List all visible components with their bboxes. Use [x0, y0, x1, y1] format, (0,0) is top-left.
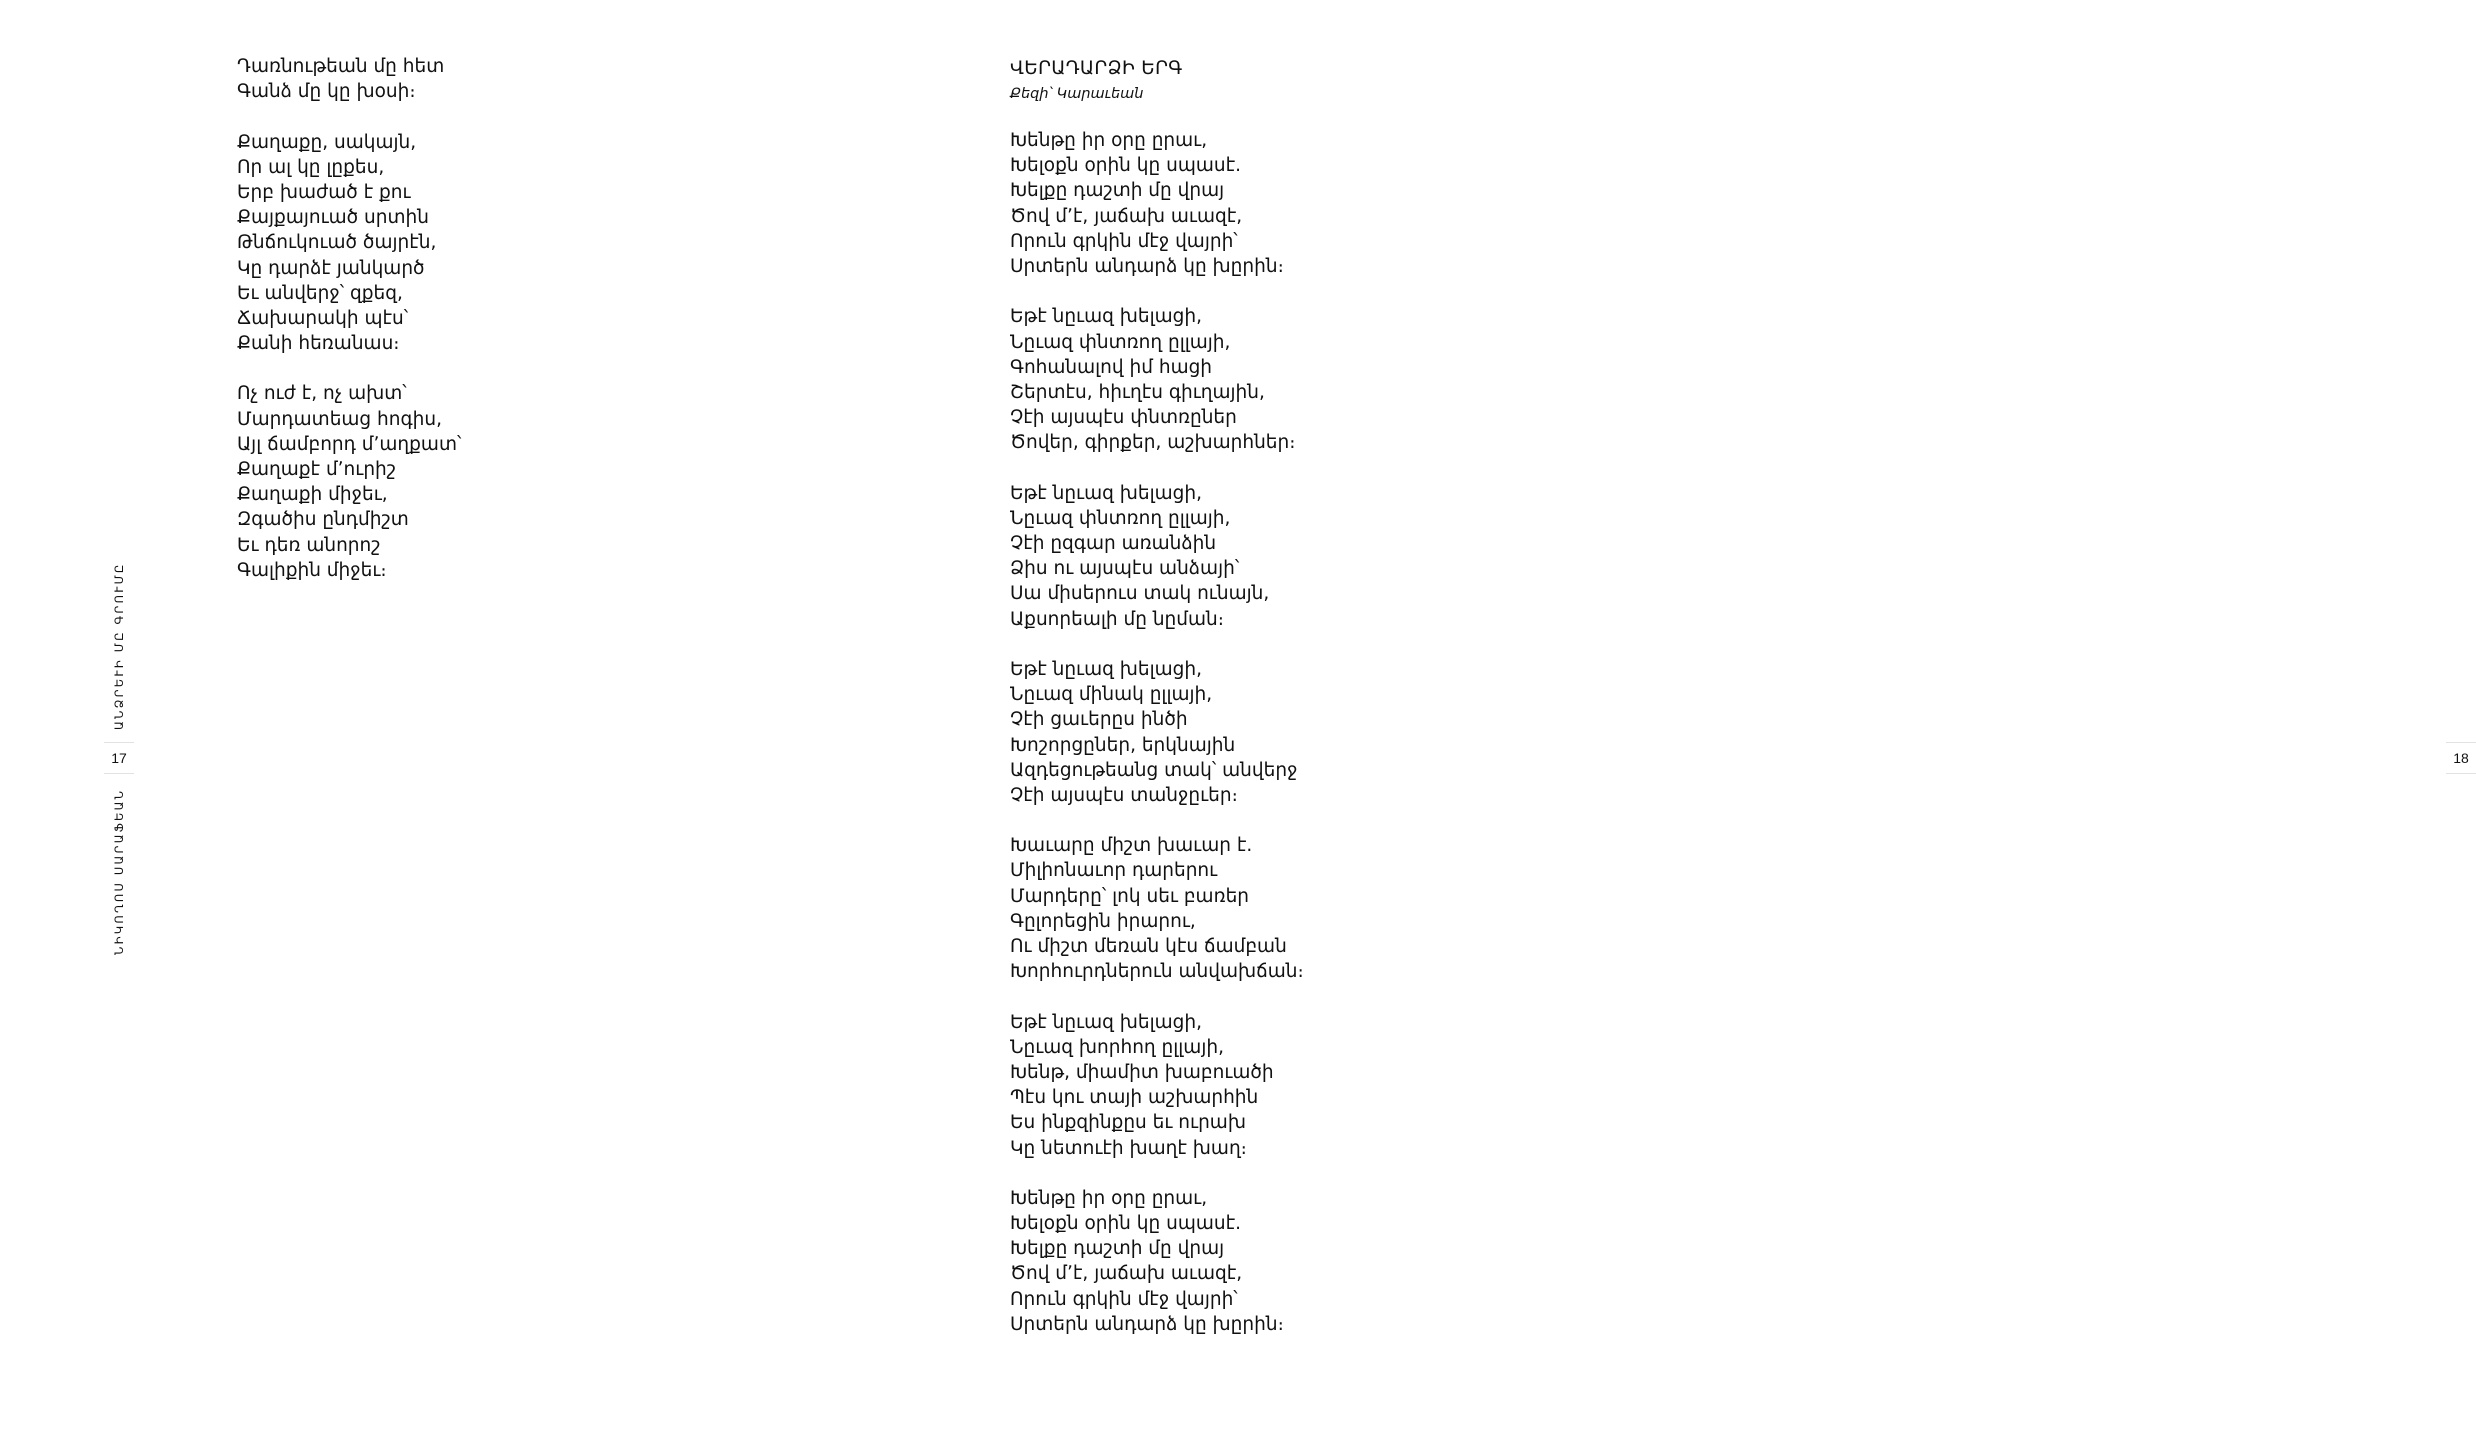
- spine-book-title: ԱՆՁՐԵՒԻ ՄԸ ԳՐՈՒՄԸ: [112, 562, 126, 730]
- page-number-left: 17: [104, 742, 134, 774]
- stanza: [1010, 833, 1304, 984]
- stanza: [1010, 657, 1304, 808]
- stanza: [237, 54, 461, 104]
- poem-line: Եւ դեռ անորոշ: [237, 534, 381, 556]
- poem-line: Մարդերը՝ լոկ սեւ բառեր: [1010, 885, 1250, 907]
- poem-line: Քաղաքը, սակայն,: [237, 131, 417, 153]
- poem-line: Եթէ նըւազ խելացի,: [1010, 306, 1202, 328]
- poem-line: Եւ անվերջ՝ զքեզ,: [237, 282, 403, 304]
- poem-line: Ծով մ՚է, յաճախ աւազէ,: [1010, 205, 1243, 227]
- poem-line: Խենթ, միամիտ խաբուածի: [1010, 1061, 1274, 1083]
- poem-line: Չէի ցաւերըս ինծի: [1010, 709, 1188, 731]
- right-poem-text: [1010, 128, 1304, 1362]
- poem-line: Քանի հեռանաս։: [237, 333, 400, 355]
- poem-line: Եթէ նըւազ խելացի,: [1010, 658, 1202, 680]
- spine-author: ՆԻԿՈՂՈՍ ՍԱՐԱՖԵԱՆ: [112, 788, 126, 955]
- stanza: [237, 130, 461, 357]
- poem-line: Որուն գրկին մէջ վայրի՝: [1010, 1288, 1238, 1310]
- poem-line: Խելօքն օրին կը սպասէ.: [1010, 155, 1242, 177]
- poem-line: Շերտէս, հիւղէս գիւղային,: [1010, 381, 1265, 403]
- poem-line: Խելքը դաշտի մը վրայ: [1010, 1238, 1225, 1260]
- poem-line: Եթէ նըւազ խելացի,: [1010, 482, 1202, 504]
- poem-line: Կը դարձէ յանկարծ: [237, 257, 425, 279]
- poem-line: Կը նետուէի խաղէ խաղ։: [1010, 1137, 1247, 1159]
- poem-line: Խորհուրդներուն անվախճան։: [1010, 961, 1304, 983]
- poem-line: Ու միշտ մեռան կէս ճամբան: [1010, 936, 1287, 957]
- poem-line: Խոշորցըներ, երկնային: [1010, 734, 1236, 756]
- poem-line: Նըւազ մինակ ըլլայի,: [1010, 684, 1213, 706]
- poem-line: Ես ինքզինքըս եւ ուրախ: [1010, 1112, 1246, 1134]
- poem-line: Ճախարակի պէս՝: [237, 307, 409, 329]
- poem-line: Քաղաքի միջեւ,: [237, 484, 388, 506]
- poem-line: Գանձ մը կը խօսի։: [237, 81, 416, 103]
- poem-line: Ազդեցութեանց տակ՝ անվերջ: [1010, 759, 1298, 781]
- poem-line: Ծով մ՚է, յաճախ աւազէ,: [1010, 1263, 1243, 1285]
- stanza: [1010, 128, 1304, 279]
- poem-line: Որ ալ կը լըքես,: [237, 156, 385, 178]
- poem-line: Սրտերն անդարձ կը խըրին։: [1010, 255, 1284, 277]
- poem-line: Ձիս ու այսպէս անձայի՝: [1010, 558, 1240, 580]
- stanza: [1010, 1186, 1304, 1337]
- poem-line: Գըլորեցին իրարու,: [1010, 910, 1196, 932]
- poem-line: Խաւարը միշտ խաւար է.: [1010, 835, 1253, 857]
- poem-dedication: Քեզի՝ Կարաւեան: [1010, 86, 1144, 102]
- poem-line: Նըւազ փնտռող ըլլայի,: [1010, 507, 1231, 529]
- page-number-right: 18: [2446, 742, 2476, 774]
- poem-line: Սա միսերուս տակ ունայն,: [1010, 583, 1270, 605]
- poem-line: Այլ ճամբորդ մ՚աղքատ՝: [237, 433, 462, 455]
- poem-line: Նըւազ խորհող ըլլայի,: [1010, 1036, 1224, 1058]
- poem-line: Քաղաքէ մ՚ուրիշ: [237, 459, 396, 480]
- poem-line: Աքսորեալի մը նըման։: [1010, 608, 1224, 630]
- poem-line: Խենթը իր օրը ըրաւ,: [1010, 130, 1208, 151]
- poem-line: Խելքը դաշտի մը վրայ: [1010, 180, 1225, 202]
- poem-line: Սրտերն անդարձ կը խըրին։: [1010, 1313, 1284, 1335]
- poem-line: Չէի ըզգար առանձին: [1010, 533, 1217, 554]
- poem-line: Մարդատեաց հոգիս,: [237, 408, 442, 430]
- poem-line: Խելօքն օրին կը սպասէ.: [1010, 1213, 1242, 1235]
- poem-line: Ոչ ուժ է, ոչ ախտ՝: [237, 383, 407, 405]
- poem-line: Գոհանալով իմ հացի: [1010, 356, 1213, 378]
- poem-line: Պէս կու տայի աշխարհին: [1010, 1087, 1259, 1109]
- poem-line: Զգածիս ընդմիշտ: [237, 509, 409, 531]
- poem-line: Երբ խաժած է քու: [237, 181, 411, 203]
- poem-line: Թնճուկուած ծայրէն,: [237, 232, 437, 254]
- poem-line: Չէի այսպէս փնտռըներ: [1010, 407, 1237, 429]
- poem-title: ՎԵՐԱԴԱՐՁԻ ԵՐԳ: [1010, 58, 1183, 79]
- poem-line: Նըւազ փնտռող ըլլայի,: [1010, 331, 1231, 353]
- poem-line: Գալիքին միջեւ։: [237, 559, 387, 581]
- poem-line: Որուն գրկին մէջ վայրի՝: [1010, 230, 1238, 252]
- poem-line: Եթէ նըւազ խելացի,: [1010, 1011, 1202, 1033]
- left-poem-text: [237, 54, 461, 608]
- stanza: [1010, 1010, 1304, 1161]
- stanza: [1010, 481, 1304, 632]
- poem-line: Չէի այսպէս տանջըւեր։: [1010, 784, 1238, 806]
- poem-line: Խենթը իր օրը ըրաւ,: [1010, 1187, 1208, 1209]
- poem-line: Դառնութեան մը հետ: [237, 56, 445, 77]
- stanza: [1010, 304, 1304, 455]
- poem-line: Քայքայուած սրտին: [237, 207, 429, 229]
- poem-line: Միլիոնաւոր դարերու: [1010, 860, 1218, 882]
- stanza: [237, 381, 461, 583]
- poem-line: Ծովեր, գիրքեր, աշխարհներ։: [1010, 432, 1296, 454]
